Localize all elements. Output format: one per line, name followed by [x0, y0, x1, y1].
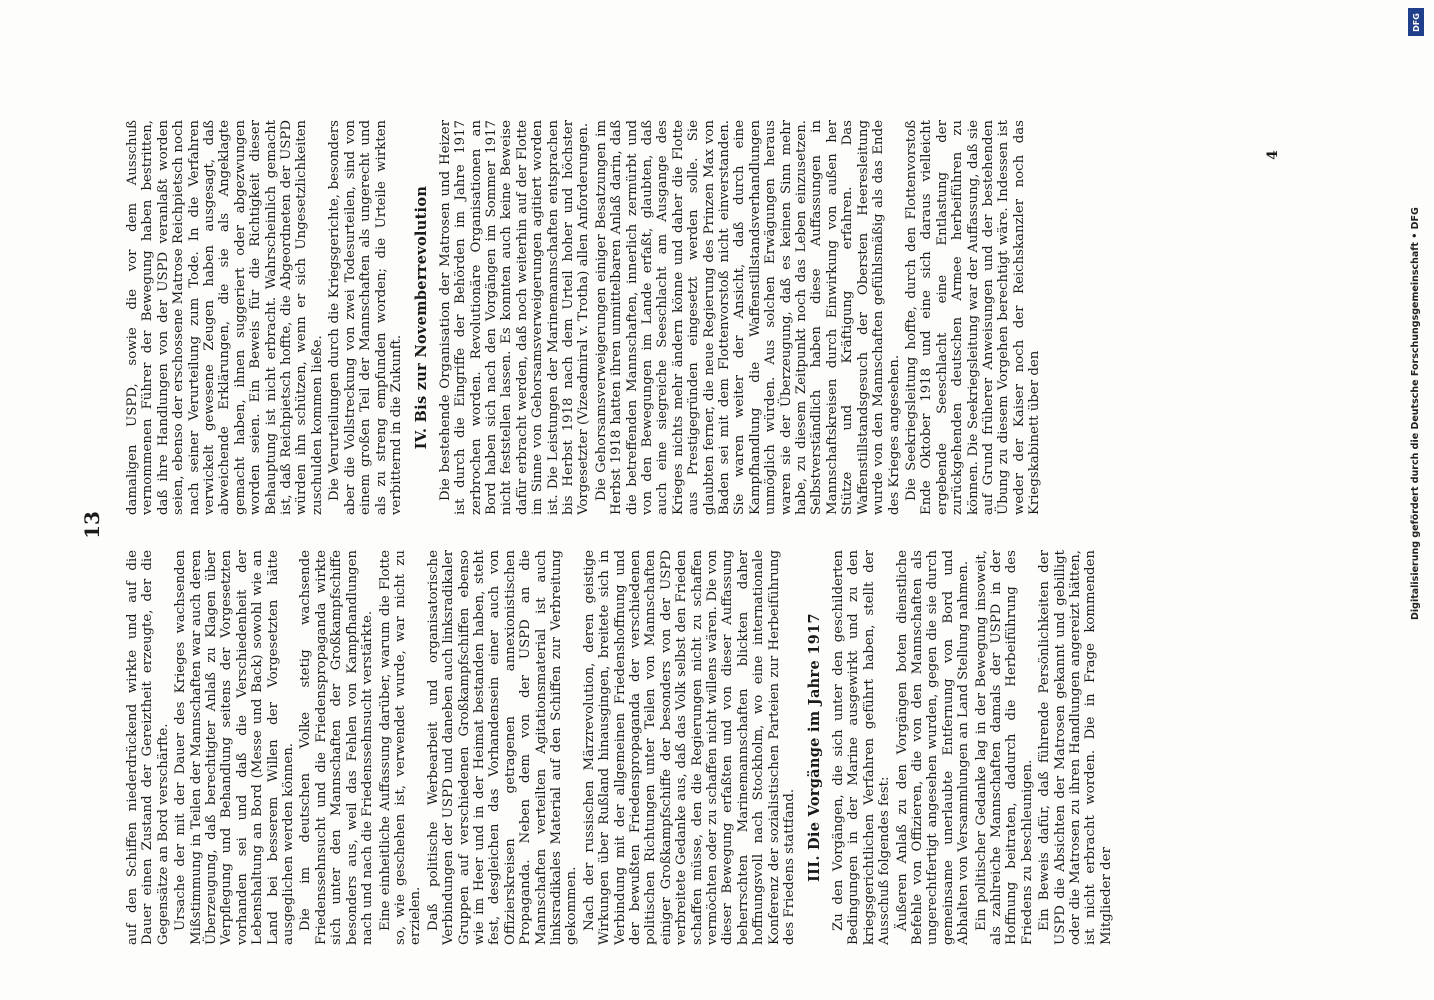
paragraph: Eine einheitliche Auffassung darüber, warum die Flotte so, wie geschehen ist, verwendet wurde, war nicht zu erzielen.	[377, 550, 424, 945]
paragraph: Die bestehende Organisation der Matrosen und Heizer ist durch die Eingriffe der Behörden im Jahre 1917 zerbrochen worden. Revolutionäre Organisationen an Bord haben sich nach den Vorgängen im Sommer 1917 nicht feststellen lassen. Es konnten auch keine Beweise dafür erbracht werden, daß noch weiterhin auf der Flotte im Sinne von Gehorsamsverweigerungen agitiert worden ist. Die Leistungen der Marinemannschaften entsprachen bis Herbst 1918 nach dem Urteil hoher und höchster Vorgesetzter (Vizeadmiral v. Trotha) allen Anforderungen.	[437, 120, 592, 515]
left-column	[125, 550, 1255, 945]
footer-marker: 4	[1265, 150, 1281, 160]
paragraph: Die Verurteilungen durch die Kriegsgerichte, besonders aber die Vollstreckung von zwei Todesurteilen, sind von einem großen Teil der Mannschaften als ungerecht und als zu streng empfunden worden; die Urteile wirkten verbitternd in die Zukunft.	[327, 120, 404, 515]
paragraph: Äußeren Anlaß zu den Vorgängen boten dienstliche Befehle von Offizieren, die von den Mannschaften als ungerechtfertigt angesehen wurden, gegen die sie durch gemeinsame unerlaubte Entfernung von Bord und Abhalten von Versammlungen an Land Stellung nahmen.	[894, 550, 972, 945]
paragraph: Ein politischer Gedanke lag in der Bewegung insoweit, als zahlreiche Mannschaften damals der USPD in der Hoffnung beitraten, dadurch die Herbeiführung des Friedens zu beschleunigen.	[973, 550, 1035, 945]
paragraph: Daß politische Werbearbeit und organisatorische Verbindungen der USPD und daneben auch linksradikaler Gruppen auf verschiedenen Großkampfschiffen ebenso wie im Heer und in der Heimat bestanden haben, steht fest, desgleichen das Vorhandensein einer auch von Offizierskreisen getragenen annexionistischen Propaganda. Neben dem von der USPD an die Mannschaften verteilten Agitationsmaterial ist auch linksradikales Material auf den Schiffen zur Verbreitung gekommen.	[425, 550, 580, 945]
right-column	[125, 120, 1255, 515]
paragraph: Die im deutschen Volke stetig wachsende Friedenssehnsucht und die Friedenspropaganda wirkte sich unter den Mannschaften der Großkampfschiffe besonders aus, weil das Fehlen von Kampfhandlungen nach und nach die Friedenssehnsucht verstärkte.	[298, 550, 376, 945]
paragraph: Ein Beweis dafür, daß führende Persönlichkeiten der USPD die Absichten der Matrosen gekannt und gebilligt oder die Matrosen zu ihren Handlungen angereizt hätten, ist nicht erbracht worden. Die in Frage kommenden Mitglieder der	[1037, 550, 1114, 945]
digitization-sidebar	[1404, 0, 1434, 1000]
section-heading: III. Die Vorgänge im Jahre 1917	[806, 613, 824, 882]
section-heading: IV. Bis zur Novemberrevolution	[413, 185, 431, 450]
dfg-logo: DFG	[1408, 8, 1424, 36]
paragraph: Ursache der mit der Dauer des Krieges wachsenden Mißstimmung in Teilen der Mannschaften war auch deren Überzeugung, daß berechtigter Anlaß zu Klagen über Verpflegung und Behandlung seitens der Vorgesetzten vorhanden sei und daß die Verschiedenheit der Lebenshaltung an Bord (Messe und Back) sowohl wie an Land bei besserem Willen der Vorgesetzten hätte ausgeglichen werden können.	[173, 550, 297, 945]
paragraph: Zu den Vorgängen, die sich unter den geschilderten Bedingungen in der Marine ausgewirkt und zu den kriegsgerichtlichen Verfahren geführt haben, stellt der Ausschuß folgendes fest:	[830, 550, 893, 945]
page-number: 13	[80, 511, 104, 539]
paragraph: Nach der russischen Märzrevolution, deren geistige Wirkungen über Rußland hinausgingen, breitete sich in Verbindung mit der allgemeinen Friedenshoffnung und der bewußten Friedenspropaganda der verschiedenen politischen Richtungen unter Teilen von Mannschaften einiger Großkampfschiffe der besonders von der USPD verbreitete Gedanke aus, daß das Volk selbst den Frieden schaffen müsse, den die Regierungen nicht zu schaffen vermöchten oder zu schaffen nicht willens wären. Die von dieser Bewegung erfaßten und von dieser Auffassung beherrschten Marinemannschaften blickten daher hoffnungsvoll nach Stockholm, wo eine internationale Konferenz der sozialistischen Parteien zur Herbeiführung des Friedens stattfand.	[581, 550, 798, 945]
rotated-page-content	[70, 95, 1320, 955]
digitization-credit: Digitalisierung gefördert durch die Deutsche Forschungsgemeinschaft • DFG	[1410, 207, 1421, 620]
paragraph: Die Seekriegsleitung hoffte, durch den Flottenvorstoß Ende Oktober 1918 und eine sich daraus vielleicht ergebende Seeschlacht eine Entlastung der zurückgehenden deutschen Armee herbeiführen zu können. Die Seekriegsleitung war der Auffassung, daß sie auf Grund früherer Anweisungen und der bestehenden Übung zu diesem Vorgehen berechtigt wäre. Indessen ist weder der Kaiser noch der Reichskanzler noch das Kriegskabinett über den	[903, 120, 1043, 515]
paragraph: Die Gehorsamsverweigerungen einiger Besatzungen im Herbst 1918 hatten ihren unmittelbaren Anlaß darin, daß die betreffenden Mannschaften, innerlich zermürbt und von den Bewegungen im Lande erfaßt, glaubten, daß auch eine siegreiche Seeschlacht am Ausgange des Krieges nichts mehr ändern könne und daher die Flotte aus Prestigegründen eingesetzt werden solle. Sie glaubten ferner, die neue Regierung des Prinzen Max von Baden sei mit dem Flottenvorstoß nicht einverstanden. Sie waren weiter der Ansicht, daß durch eine Kampfhandlung die Waffenstillstandsverhandlungen unmöglich würden. Aus solchen Erwägungen heraus waren sie der Überzeugung, daß es keinen Sinn mehr habe, zu diesem Zeitpunkt noch das Leben einzusetzen. Selbstverständlich haben diese Auffassungen in Mannschaftskreisen durch Einwirkung von außen her Stütze und Kräftigung erfahren. Das Waffenstillstandsgesuch der Obersten Heeresleitung wurde von den Mannschaften gefühlsmäßig als das Ende des Krieges angesehen.	[593, 120, 902, 515]
paragraph: damaligen USPD, sowie die vor dem Ausschuß vernommenen Führer der Bewegung haben bestritten, daß ihre Handlungen von der USPD veranlaßt worden seien, ebenso der erschossene Matrose Reichpietsch noch nach seiner Verurteilung zum Tode. In die Verfahren verwickelt gewesene Zeugen haben ausgesagt, daß abweichende Erklärungen, die sie als Angeklagte gemacht haben, ihnen suggeriert oder abgezwungen worden seien. Ein Beweis für die Richtigkeit dieser Behauptung ist nicht erbracht. Wahrscheinlich gemacht ist, daß Reichpietsch hoffte, die Abgeordneten der USPD würden ihn schützen, wenn er sich Ungesetzlichkeiten zuschulden kommen ließe.	[125, 120, 325, 515]
paragraph: auf den Schiffen niederdrückend wirkte und auf die Dauer einen Zustand der Gereiztheit erzeugte, der die Gegensätze an Bord verschärfte.	[125, 550, 171, 945]
